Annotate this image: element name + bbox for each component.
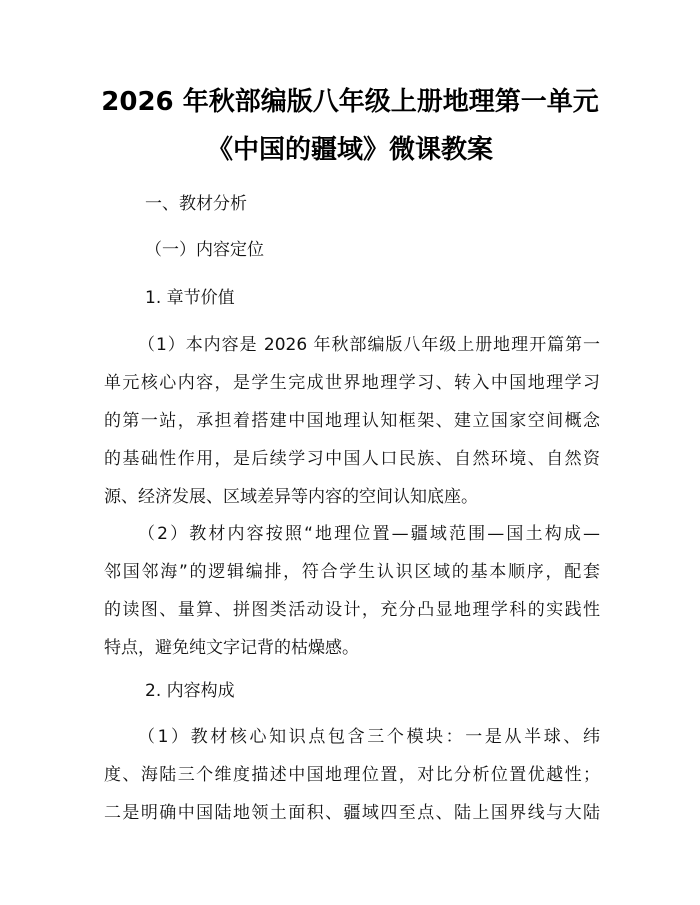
paragraph-line: （2）教材内容按照“地理位置—疆域范围—国土构成— [138,524,600,544]
paragraph-line: （1）教材核心知识点包含三个模块：一是从半球、纬 [138,727,600,747]
paragraph-line: 的读图、量算、拼图类活动设计，充分凸显地理学科的实践性 [104,600,600,620]
subsection-heading-content-position: （一）内容定位 [145,240,264,260]
item-heading-chapter-value: 1. 章节价值 [145,288,235,308]
paragraph-line: 度、海陆三个维度描述中国地理位置，对比分析位置优越性； [104,765,600,785]
paragraph-chapter-value-2 [104,515,600,667]
paragraph-line: 特点，避免纯文字记背的枯燥感。 [104,638,359,658]
paragraph-line: 单元核心内容，是学生完成世界地理学习、转入中国地理学习 [104,373,600,393]
document-title-line-1: 2026 年秋部编版八年级上册地理第一单元 [101,87,599,117]
paragraph-line: （1）本内容是 2026 年秋部编版八年级上册地理开篇第一 [138,335,600,355]
paragraph-chapter-value-1 [104,326,600,516]
section-heading-textbook-analysis: 一、教材分析 [145,194,247,214]
paragraph-line: 源、经济发展、区域差异等内容的空间认知底座。 [104,487,478,507]
paragraph-content-composition-1 [104,718,600,832]
item-heading-content-composition: 2. 内容构成 [145,681,235,701]
paragraph-line: 的第一站，承担着搭建中国地理认知框架、建立国家空间概念 [104,411,600,431]
paragraph-line: 的基础性作用，是后续学习中国人口民族、自然环境、自然资 [104,449,600,469]
paragraph-line: 二是明确中国陆地领土面积、疆域四至点、陆上国界线与大陆 [104,803,600,823]
paragraph-line: 邻国邻海”的逻辑编排，符合学生认识区域的基本顺序，配套 [104,562,600,582]
document-title-line-2: 《中国的疆域》微课教案 [206,135,493,165]
